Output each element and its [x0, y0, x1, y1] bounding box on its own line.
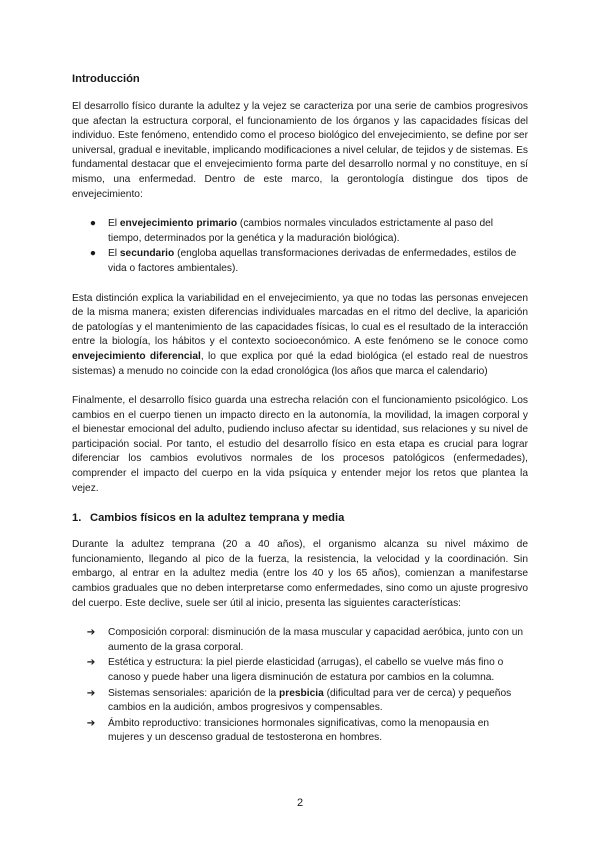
document-page — [72, 72, 528, 761]
section-number: 1. — [72, 512, 82, 525]
bold-term: secundario — [119, 248, 175, 260]
characteristics-list — [72, 626, 528, 746]
intro-heading: Introducción — [72, 73, 140, 85]
list-item: ➔ Composición corporal: disminución de la masa muscular y capacidad aeróbica, junto con un aumento de la grasa corporal. — [72, 626, 528, 655]
bold-term: envejecimiento diferencial — [72, 350, 201, 362]
intro-paragraph-1: El desarrollo físico durante la adultez y la vejez se caracteriza por una serie de cambios progresivos que afectan la estructura corporal, el funcionamiento de los órganos y las capacidades físicas del individuo. Este fenómeno, entendido como el proceso biológico del envejecimiento, se define por ser universal, gradual e inevitable, implicando modificaciones a nivel celular, de tejidos y de sistemas. Es fundamental destacar que el envejecimiento forma parte del desarrollo normal y no constituye, en sí mismo, una enfermedad. Dentro de este marco, la gerontología distingue dos tipos de envejecimiento: — [72, 101, 528, 200]
list-item: ➔ Sistemas sensoriales: aparición de la presbicia (dificultad para ver de cerca) y pequeños cambios en la audición, ambos progresivos y compensables. — [72, 687, 528, 716]
list-item: ● El secundario (engloba aquellas transformaciones derivadas de enfermedades, estilos de vida o factores ambientales). — [72, 247, 528, 276]
intro-paragraph-2: Esta distinción explica la variabilidad en el envejecimiento, ya que no todas las personas envejecen de la misma manera; existen diferencias individuales marcadas en el ritmo del declive, la aparición de patologías y el mantenimiento de las capacidades físicas, lo cual es el resultado de la interacción entre la biología, los hábitos y el contexto socioeconómico. A este fenómeno se le conoce como envejecimiento diferencial, lo que explica por qué la edad biológica (el estado real de nuestros sistemas) a menudo no coincide con la edad cronológica (los años que marca el calendario) — [72, 292, 528, 377]
aging-types-list — [72, 217, 528, 276]
arrow-icon: ➔ — [86, 687, 96, 699]
intro-paragraph-3: Finalmente, el desarrollo físico guarda una estrecha relación con el funcionamiento psicológico. Los cambios en el cuerpo tienen un impacto directo en la autonomía, la movilidad, la imagen corporal y el bienestar emocional del adulto, pudiendo incluso afectar su identidad, sus relaciones y su nivel de participación social. Por tanto, el estudio del desarrollo físico en esta etapa es crucial para lograr diferenciar los cambios evolutivos normales de los procesos patológicos (enfermedades), comprender el impacto del cuerpo en la vida psíquica y entender mejor los retos que plantea la vejez. — [72, 395, 528, 494]
list-item: ➔ Ámbito reproductivo: transiciones hormonales significativas, como la menopausia en mujeres y un descenso gradual de testosterona en hombres. — [72, 717, 528, 746]
arrow-icon: ➔ — [86, 717, 96, 729]
section-title: Cambios físicos en la adultez temprana y media — [90, 512, 345, 525]
section-1-paragraph: Durante la adultez temprana (20 a 40 años), el organismo alcanza su nivel máximo de funcionamiento, llegando al pico de la fuerza, la resistencia, la velocidad y la coordinación. Sin embargo, al entrar en la adultez media (entre los 40 y los 65 años), comienzan a manifestarse cambios graduales que no deben interpretarse como enfermedades, sino como un ajuste progresivo del cuerpo. Este declive, suele ser útil al inicio, presenta las siguientes características: — [72, 539, 528, 609]
bullet-icon: ● — [89, 248, 97, 260]
arrow-icon: ➔ — [86, 627, 96, 639]
bold-term: presbicia — [279, 687, 324, 699]
list-item: ➔ Estética y estructura: la piel pierde elasticidad (arrugas), el cabello se vuelve más fino o canoso y puede haber una ligera disminución de estatura por cambios en la columna. — [72, 656, 528, 685]
list-item: ● El envejecimiento primario (cambios normales vinculados estrictamente al paso del tiempo, determinados por la genética y la maduración biológica). — [72, 217, 528, 246]
arrow-icon: ➔ — [86, 657, 96, 669]
page-number: 2 — [296, 797, 304, 809]
bullet-icon: ● — [89, 218, 97, 230]
bold-term: envejecimiento primario — [119, 218, 238, 230]
section-1-heading — [72, 511, 528, 526]
